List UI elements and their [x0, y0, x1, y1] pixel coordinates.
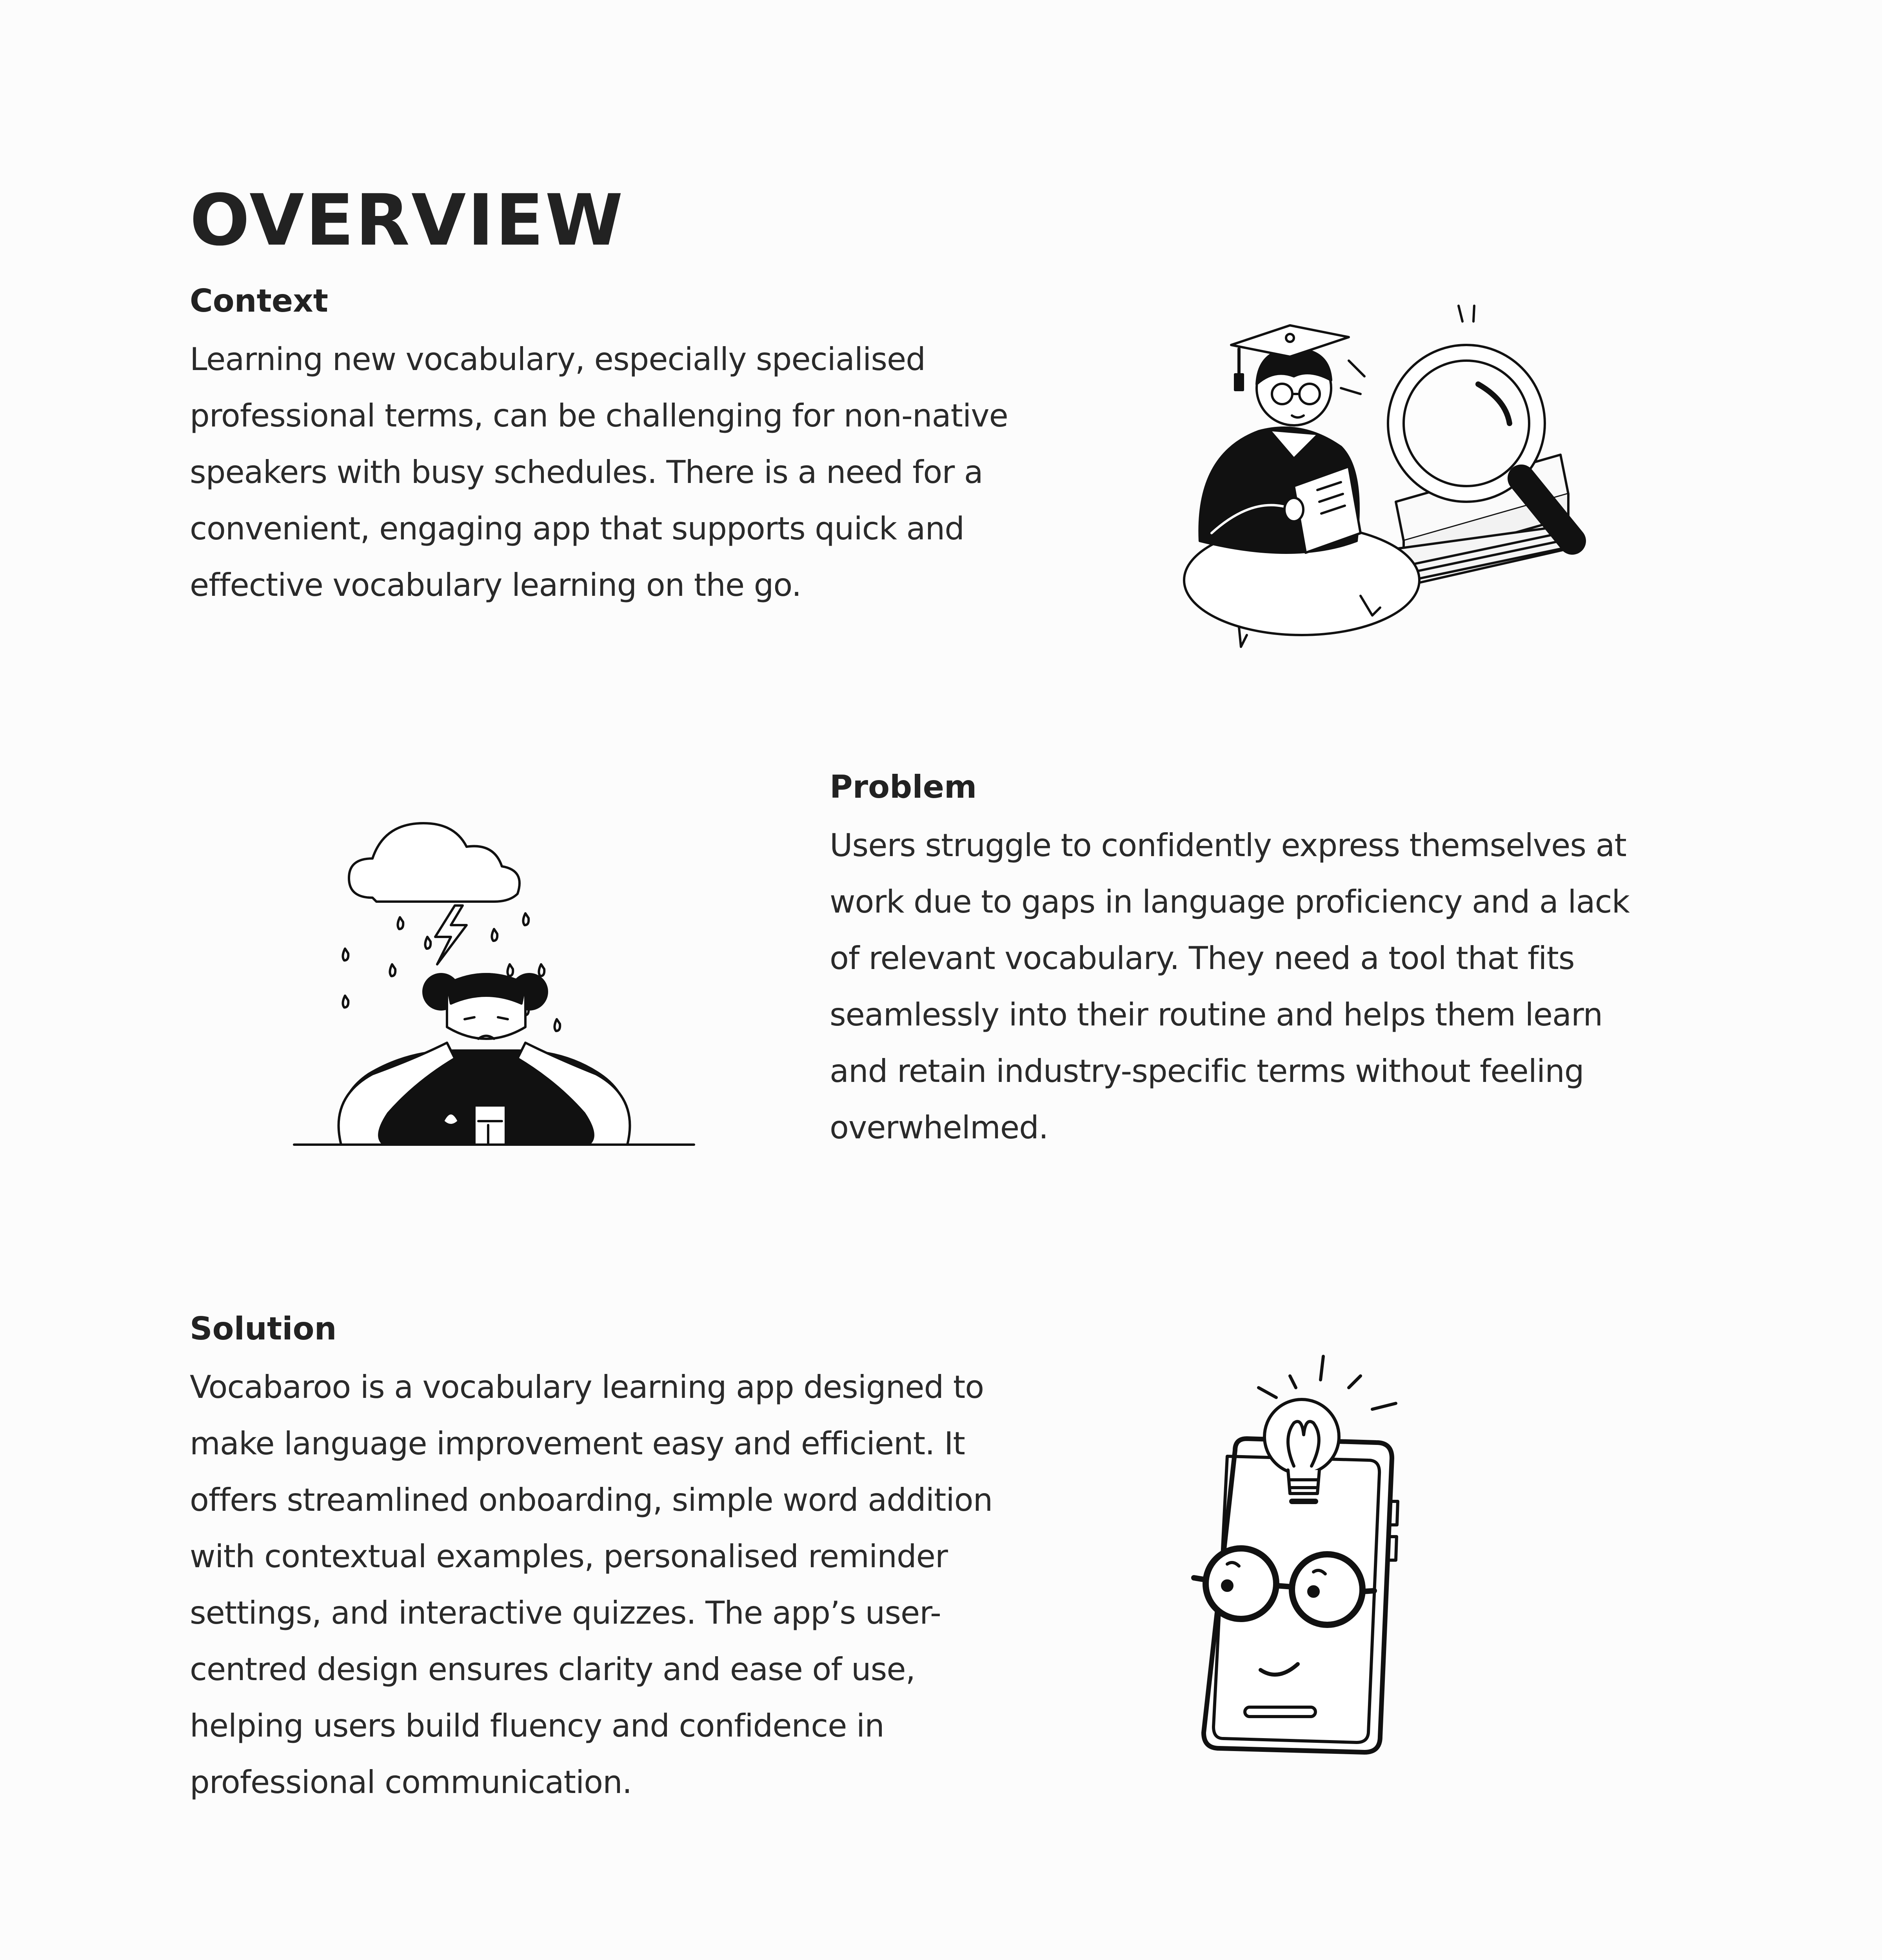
- solution-text-line: Vocabaroo is a vocabulary learning app designed to: [190, 1369, 984, 1405]
- problem-text-line: Users struggle to confidently express themselves at: [830, 827, 1626, 864]
- context-text-line: effective vocabulary learning on the go.: [190, 567, 801, 603]
- problem-heading: Problem: [830, 769, 977, 805]
- solution-text-line: centred design ensures clarity and ease of use,: [190, 1651, 915, 1688]
- solution-text-line: professional communication.: [190, 1764, 632, 1800]
- solution-text-line: offers streamlined onboarding, simple word addition: [190, 1482, 993, 1518]
- context-text-line: speakers with busy schedules. There is a need for a: [190, 454, 983, 490]
- stressed-person-illustration: [290, 800, 698, 1160]
- problem-text-line: and retain industry-specific terms without feeling: [830, 1053, 1584, 1089]
- context-text-line: convenient, engaging app that supports quick and: [190, 510, 965, 547]
- problem-text-line: work due to gaps in language proficiency and a lack: [830, 884, 1629, 920]
- problem-text-line: overwhelmed.: [830, 1109, 1048, 1146]
- problem-text-line: of relevant vocabulary. They need a tool that fits: [830, 940, 1575, 976]
- graduate-reading-illustration: [1176, 290, 1600, 659]
- context-text-line: Learning new vocabulary, especially specialised: [190, 341, 926, 377]
- page-title: OVERVIEW: [190, 180, 625, 261]
- solution-text-line: with contextual examples, personalised reminder: [190, 1538, 948, 1575]
- solution-text-line: settings, and interactive quizzes. The app’s user-: [190, 1595, 941, 1631]
- solution-heading: Solution: [190, 1310, 337, 1347]
- smiling-phone-illustration: [1176, 1348, 1412, 1768]
- solution-text-line: helping users build fluency and confidence in: [190, 1708, 884, 1744]
- context-text-line: professional terms, can be challenging for non-native: [190, 397, 1008, 434]
- context-heading: Context: [190, 283, 328, 319]
- solution-text-line: make language improvement easy and efficient. It: [190, 1425, 965, 1462]
- problem-text-line: seamlessly into their routine and helps them learn: [830, 996, 1603, 1033]
